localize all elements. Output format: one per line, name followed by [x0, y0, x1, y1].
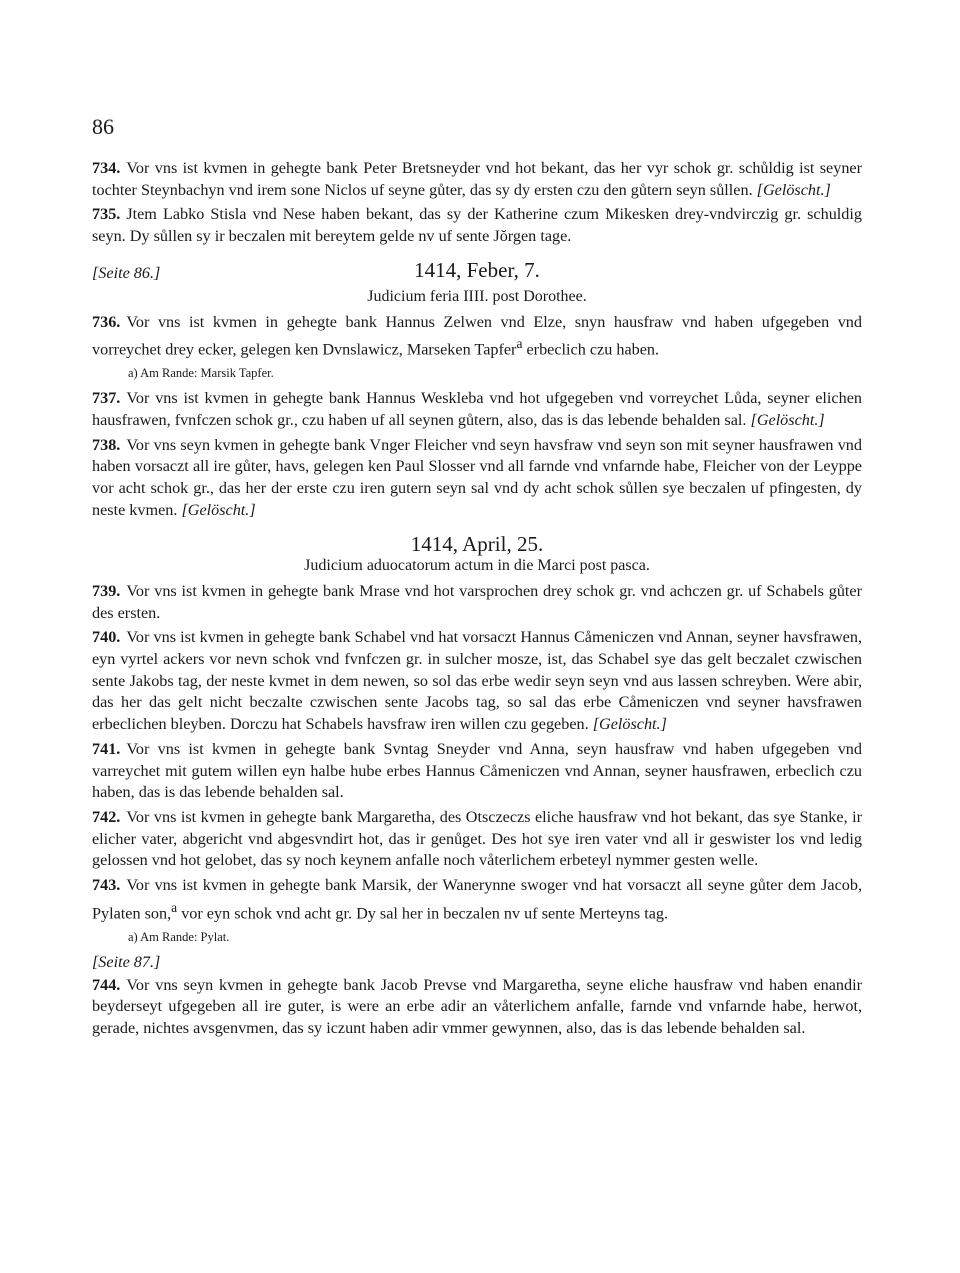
- entry-741: 741. Vor vns ist kvmen in gehegte bank Svntag Sneyder vnd Anna, seyn hausfraw vnd haben ufgegeben vnd varreychet mit gutem willen eyn halbe hube erbes Hannus Cåmeniczen vnd Annan, seyner hausfrawen, erbeclich czu haben, das is das lebende behalden sal.: [92, 739, 862, 802]
- entry-742: 742. Vor vns ist kvmen in gehegte bank Margaretha, des Otsczeczs eliche hausfraw vnd hot bekant, das sye Stanke, ir elicher vater, abgericht vnd abgesvndirt hot, das ir genůget. Des hot sye iren vater vnd all ir geswister los vnd ledig gelossen vnd hot gelobet, das sy noch keynem anfalle noch våterlichem erbeteyl nymmer gesten welle.: [92, 807, 862, 870]
- entry-743: 743. Vor vns ist kvmen in gehegte bank Marsik, der Wanerynne swoger vnd hat vorsaczt all seyne gůter dem Jacob, Pylaten son,$^a$ vor eyn schok vnd acht gr. Dy sal her in beczalen nv uf sente Merteyns tag.: [92, 876, 862, 923]
- date-heading-2: 1414, April, 25.: [410, 531, 544, 556]
- page-reference-87: [Seite 87.]: [92, 952, 161, 971]
- entry-734: 734. Vor vns ist kvmen in gehegte bank Peter Bretsneyder vnd hot bekant, das her vyr schok gr. schůldig ist seyner tochter Steynbachyn vnd irem sone Niclos uf seyne gůter, das sy dy ersten czu den gůtern seyn sůllen. [Gelöscht.]: [92, 159, 862, 199]
- footnote-736: a) Am Rande: Marsik Tapfer.: [128, 366, 274, 381]
- entry-738: 738. Vor vns seyn kvmen in gehegte bank Vnger Fleicher vnd seyn havsfraw vnd seyn son mit seyner hausfrawen vnd haben vorsaczt all ire gůter, havs, gelegen ken Paul Slosser vnd all farnde vnd vnfarnde habe, Fleicher von der Leyppe vor acht schok gr., das her der erste czu iren gutern seyn sal vnd dy acht schok sůllen sye beczalen uf pfingesten, dy neste kvmen. [Gelöscht.]: [92, 435, 862, 519]
- entry-737: 737. Vor vns ist kvmen in gehegte bank Hannus Weskleba vnd hot ufgegeben vnd vorreychet Lůda, seyner elichen hausfrawen, fvnfczen schok gr., czu haben uf all seynen gůtern, also, das is das lebende behalden sal. [Gelöscht.]: [92, 389, 862, 430]
- court-subheading-2: Judicium aduocatorum actum in die Marci post pasca.: [304, 557, 650, 575]
- entry-735: 735. Jtem Labko Stisla vnd Nese haben bekant, das sy der Katherine czum Mikesken drey-vndvirczig gr. schuldig seyn. Dy sůllen sy ir beczalen mit bereytem gelde nv uf sente Jŏrgen tage.: [92, 205, 862, 246]
- court-subheading-1: Judicium feria IIII. post Dorothee.: [367, 287, 587, 305]
- heading-block-2: [92, 531, 862, 577]
- page-number: 86: [92, 114, 114, 139]
- entry-740: 740. Vor vns ist kvmen in gehegte bank Schabel vnd hat vorsaczt Hannus Cåmeniczen vnd Annan, seyner havsfrawen, eyn vyrtel ackers vor nevn schok vnd fvnfczen gr. in sulcher mosze, ist, das Schabel sye das gelt beczalet czwischen sente Jakobs tag, der neste kvmet in dem newen, so sol das erbe wedir seyn seyn vnd aus lassen schreyben. Were abir, das her das gelt nicht beczalte czwischen sente Jacobs tag, so sal das erbe Cåmeniczen vnd seyner havsfrawen erbeclichen bleyben. Dorczu hat Schabels havsfraw iren willen czu gegeben. [Gelöscht.]: [92, 628, 862, 734]
- entry-736: 736. Vor vns ist kvmen in gehegte bank Hannus Zelwen vnd Elze, snyn hausfraw vnd haben ufgegeben vnd vorreychet drey ecker, gelegen ken Dvnslawicz, Marseken Tapfer$^a$ erbeclich czu haben.: [92, 312, 862, 359]
- footnote-743: a) Am Rande: Pylat.: [128, 929, 230, 944]
- entry-744: 744. Vor vns seyn kvmen in gehegte bank Jacob Prevse vnd Margaretha, seyne eliche hausfraw vnd haben enandir beyderseyt ufgegeben all ire guter, is were an erbe adir an våterlichem anfalle, farnde vnd vnfarnde habe, herwot, gerade, nichtes avsgenvmen, das sy iczunt haben adir vmmer gewynnen, also, das is das lebende behalden sal.: [92, 975, 862, 1037]
- page-body: [92, 158, 862, 1043]
- date-heading-1: 1414, Feber, 7.: [414, 257, 540, 282]
- page-reference-86: [Seite 86.]: [92, 263, 161, 282]
- entry-739: 739. Vor vns ist kvmen in gehegte bank Mrase vnd hot varsprochen drey schok gr. vnd achczen gr. uf Schabels gůter des ersten.: [92, 581, 862, 622]
- heading-row-1: [92, 258, 862, 286]
